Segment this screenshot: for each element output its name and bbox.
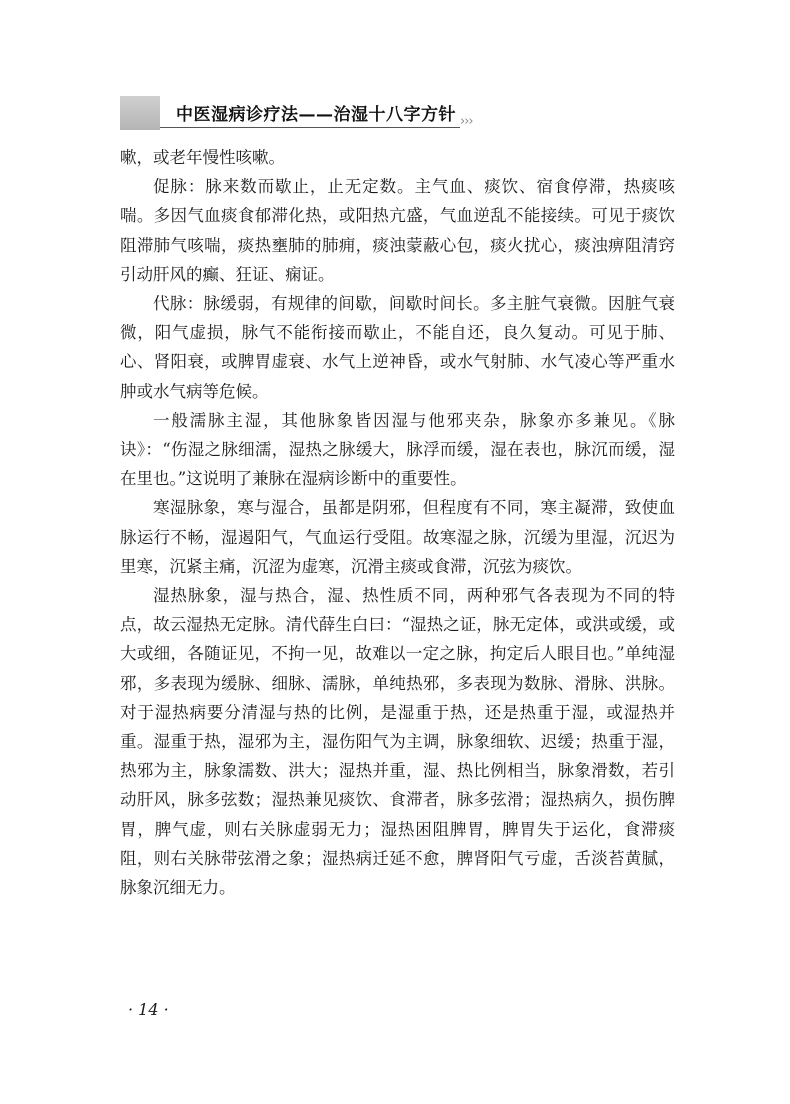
- header-gray-block: [120, 96, 160, 130]
- paragraph-cu-mai: 促脉：脉来数而歇止，止无定数。主气血、痰饮、宿食停滞，热痰咳喘。多因气血痰食郁滞化热，或阳热亢盛，气血逆乱不能接续。可见于痰饮阻滞肺气咳喘，痰热壅肺的肺痈，痰浊蒙蔽心包，痰火扰心，痰浊痹阻清窍引动肝风的癫、狂证、痫证。: [120, 177, 675, 284]
- header-rule: [160, 127, 460, 128]
- page-number: · 14 ·: [128, 1000, 169, 1019]
- paragraph-dai-mai: 代脉：脉缓弱，有规律的间歇，间歇时间长。多主脏气衰微。因脏气衰微，阳气虚损，脉气不能衔接而歇止，不能自还，良久复动。可见于肺、心、肾阳衰，或脾胃虚衰、水气上逆神昏，或水气射肺、水气凌心等严重水肿或水气病等危候。: [120, 294, 675, 401]
- paragraph-ru-mai: 一般濡脉主湿，其他脉象皆因湿与他邪夹杂，脉象亦多兼见。《脉诀》：“伤湿之脉细濡，湿热之脉缓大，脉浮而缓，湿在表也，脉沉而缓，湿在里也。”这说明了兼脉在湿病诊断中的重要性。: [120, 410, 675, 489]
- body-text: [120, 143, 675, 902]
- header-arrows-icon: ›››: [460, 114, 473, 129]
- header-title: 中医湿病诊疗法——治湿十八字方针: [176, 105, 456, 125]
- paragraph-cold-damp-pulse: 寒湿脉象，寒与湿合，虽都是阴邪，但程度有不同，寒主凝滞，致使血脉运行不畅，湿遏阳气，气血运行受阻。故寒湿之脉，沉缓为里湿，沉迟为里寒，沉紧主痛，沉涩为虚寒，沉滑主痰或食滞，沉弦为痰饮。: [120, 498, 675, 576]
- paragraph-continuation: 嗽，或老年慢性咳嗽。: [120, 148, 285, 167]
- paragraph-damp-heat-pulse: 湿热脉象，湿与热合，湿、热性质不同，两种邪气各表现为不同的特点，故云湿热无定脉。清代薛生白曰：“湿热之证，脉无定体，或洪或缓，或大或细，各随证见，不拘一见，故难以一定之脉，拘定后人眼目也。”单纯湿邪，多表现为缓脉、细脉、濡脉，单纯热邪，多表现为数脉、滑脉、洪脉。对于湿热病要分清湿与热的比例，是湿重于热，还是热重于湿，或湿热并重。湿重于热，湿邪为主，湿伤阳气为主调，脉象细软、迟缓；热重于湿，热邪为主，脉象濡数、洪大；湿热并重，湿、热比例相当，脉象滑数，若引动肝风，脉多弦数；湿热兼见痰饮、食滞者，脉多弦滑；湿热病久，损伤脾胃，脾气虚，则右关脉虚弱无力；湿热困阻脾胃，脾胃失于运化，食滞痰阻，则右关脉带弦滑之象；湿热病迁延不愈，脾肾阳气亏虚，舌淡苔黄腻，脉象沉细无力。: [120, 586, 675, 898]
- running-header: [120, 96, 480, 130]
